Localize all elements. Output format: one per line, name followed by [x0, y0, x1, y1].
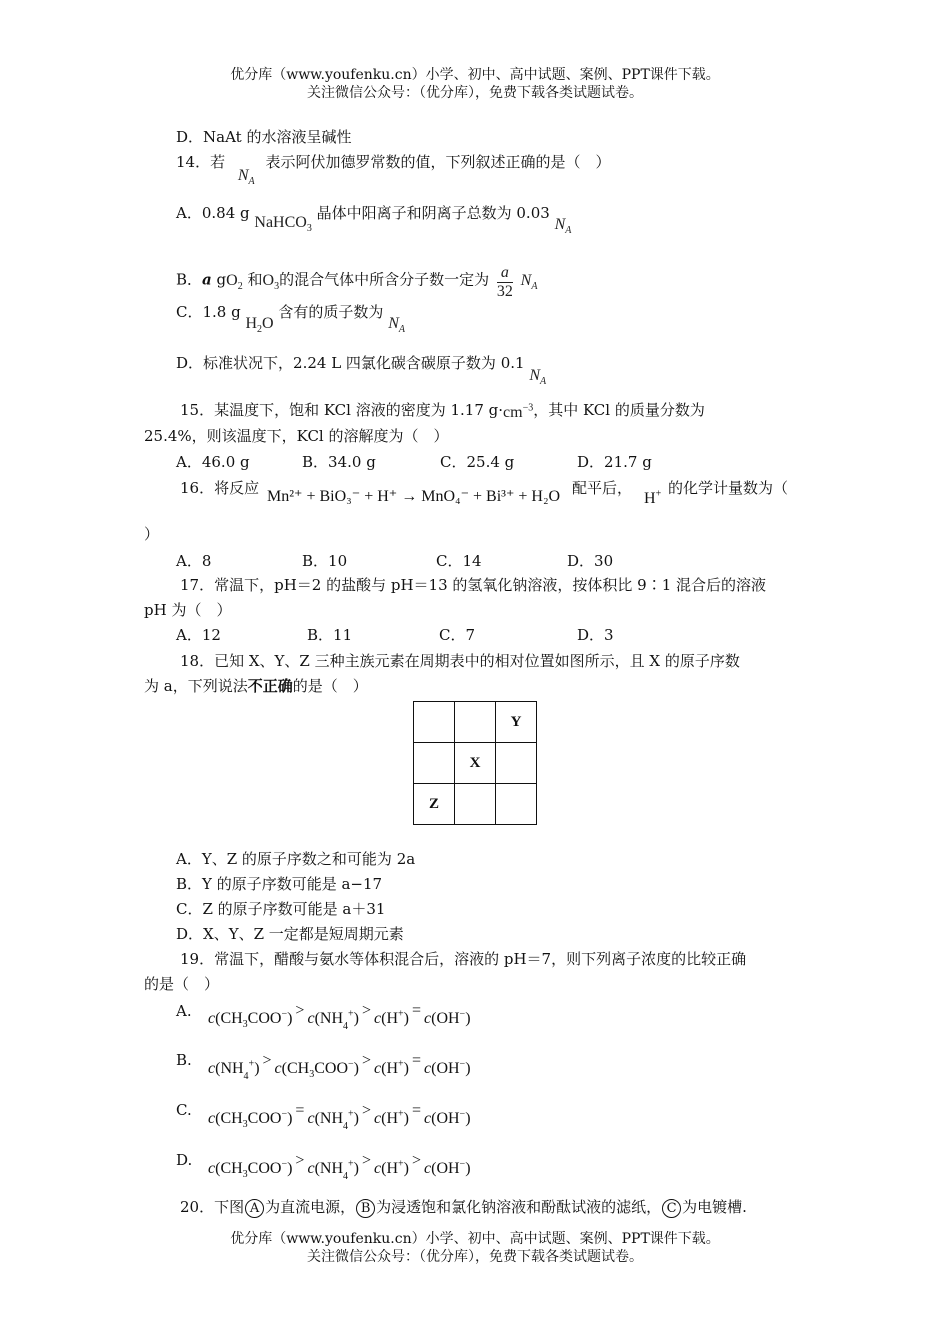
na-subscript: A [398, 324, 405, 336]
q20-text-3: 为电镀槽. [682, 1198, 747, 1216]
h-charge: + [655, 488, 662, 500]
h2o-formula [245, 315, 274, 336]
na-subscript: A [540, 376, 547, 388]
na-symbol [554, 216, 572, 237]
q15-option-c: C．25.4 g [440, 453, 515, 471]
q14-option-b-text: 的混合气体中所含分子数一定为 [279, 270, 490, 289]
q18-line-2 [144, 676, 368, 696]
q15-line-1-tail: ，其中 KCl 的质量分数为 [533, 401, 705, 419]
grid-row [414, 702, 537, 743]
h-text: H [245, 315, 258, 332]
grid-cell [455, 784, 496, 825]
nahco3-text: NaHCO [254, 214, 307, 231]
na-symbol [529, 367, 547, 388]
q16-reaction-equation: Mn²⁺ + BiO₃⁻ + H⁺ → MnO₄⁻ + Bi³⁺ + H₂O [267, 488, 561, 505]
grid-cell-y: Y [496, 702, 537, 743]
q17-line-2: pH 为（ ） [144, 601, 232, 619]
na-subscript: A [248, 176, 255, 188]
fraction-a-over-32 [497, 264, 513, 301]
q18-option-d: D．X、Y、Z 一定都是短周期元素 [176, 925, 404, 943]
q14-stem-text: 表示阿伏加德罗常数的值，下列叙述正确的是（ ） [265, 153, 611, 171]
page-footer-line-2: 关注微信公众号：（优分库），免费下载各类试题试卷。 [307, 1249, 643, 1265]
q15-option-d: D．21.7 g [577, 453, 652, 471]
q20-prefix: 20．下图 [180, 1198, 245, 1216]
q15-line-1-text: 15．某温度下，饱和 KCl 溶液的密度为 1.17 g· [180, 401, 504, 419]
circled-a-icon: A [245, 1199, 264, 1218]
q20-text-2: 为浸透饱和氯化钠溶液和酚酞试液的滤纸， [376, 1198, 662, 1216]
q15-line-1 [180, 400, 705, 421]
na-letter: N [520, 271, 532, 289]
cm-text: cm [503, 404, 523, 421]
q20-stem [180, 1197, 747, 1218]
q16-option-a: A．8 [176, 552, 212, 570]
page-footer-line-1: 优分库（www.youfenku.cn）小学、初中、高中试题、案例、PPT课件下载。 [230, 1231, 720, 1247]
periodic-position-grid [413, 701, 537, 825]
q14-option-a [176, 203, 572, 237]
fraction-numerator: a [497, 264, 513, 283]
grid-cell [496, 743, 537, 784]
q16-stem-mid: 配平后， [572, 479, 633, 497]
q14-option-a-text: 晶体中阳离子和阴离子总数为 0.03 [316, 204, 550, 222]
q19-option-b-expression: $c(NH_4^+) > c(CH_3COO^-) > c(H^+) = c(OH^-)$ [208, 1052, 471, 1083]
q17-line-1: 17．常温下，pH＝2 的盐酸与 pH＝13 的氢氧化钠溶液，按体积比 9∶1 混合后的溶液 [180, 576, 767, 594]
q14-option-b [176, 262, 537, 299]
q15-option-a: A．46.0 g [176, 453, 250, 471]
q19-line-1: 19．常温下，醋酸与氨水等体积混合后，溶液的 pH＝7，则下列离子浓度的比较正确 [180, 950, 747, 968]
q14-option-c-text: 含有的质子数为 [278, 303, 384, 321]
grid-cell [414, 702, 455, 743]
q18-option-c: C．Z 的原子序数可能是 a＋31 [176, 900, 386, 918]
o3-sub: 3 [274, 280, 280, 292]
page-header-line-2: 关注微信公众号：（优分库），免费下载各类试题试卷。 [307, 85, 643, 101]
grid-cell [414, 743, 455, 784]
grid-row [414, 743, 537, 784]
q17-option-c: C．7 [439, 626, 476, 644]
gram-unit: g [216, 270, 227, 289]
grid-cell [455, 702, 496, 743]
q18-line-1: 18．已知 X、Y、Z 三种主族元素在周期表中的相对位置如图所示，且 X 的原子序数 [180, 652, 740, 670]
q18-line-2-tail: 的是（ ） [292, 677, 368, 695]
na-letter: N [554, 216, 566, 233]
mass-variable-a: a [202, 270, 212, 289]
q14-na-symbol [237, 167, 255, 188]
q18-option-a: A．Y、Z 的原子序数之和可能为 2a [176, 850, 416, 868]
grid-cell [496, 784, 537, 825]
nahco3-formula [254, 214, 312, 235]
q13-option-d: D．NaAt 的水溶液呈碱性 [176, 128, 352, 146]
na-subscript: A [565, 225, 572, 237]
o-text: O [262, 315, 274, 332]
q19-line-2: 的是（ ） [144, 975, 220, 993]
na-letter: N [388, 315, 399, 332]
o3-text: O [262, 271, 275, 289]
q18-line-2-text: 为 a，下列说法 [144, 677, 248, 695]
and-text: 和 [247, 270, 263, 289]
cm-unit [503, 404, 533, 421]
q14-option-b-label: B． [176, 270, 203, 289]
q17-option-b: B．11 [307, 626, 353, 644]
q16-option-c: C．14 [436, 552, 482, 570]
grid-row [414, 784, 537, 825]
q17-option-d: D．3 [577, 626, 614, 644]
q16-stem-prefix: 16．将反应 [180, 479, 260, 497]
grid-cell-z: Z [414, 784, 455, 825]
na-symbol [520, 271, 538, 292]
h-ion [644, 490, 661, 508]
q15-option-b: B．34.0 g [302, 453, 376, 471]
q19-option-c-label: C. [176, 1101, 192, 1119]
q14-stem [176, 152, 611, 188]
circled-c-icon: C [662, 1199, 681, 1218]
circled-b-icon: B [356, 1199, 375, 1218]
q14-option-c-mass: C．1.8 g [176, 303, 241, 321]
o2-sub: 2 [237, 280, 243, 292]
na-subscript: A [531, 280, 538, 292]
q19-option-c-expression: $c(CH_3COO^-) = c(NH_4^+) > c(H^+) = c(OH^-)$ [208, 1102, 471, 1133]
q14-option-a-mass: A．0.84 g [176, 204, 250, 222]
o2-formula [226, 271, 243, 292]
na-letter: N [529, 367, 540, 384]
q20-text-1: 为直流电源， [265, 1198, 356, 1216]
grid-cell-x: X [455, 743, 496, 784]
q15-line-2: 25.4%，则该温度下，KCl 的溶解度为（ ） [144, 427, 449, 445]
q16-stem-tail: 的化学计量数为（ [668, 479, 789, 497]
na-letter: N [237, 167, 249, 184]
q14-option-c [176, 302, 405, 336]
q18-emphasis-not-correct: 不正确 [247, 677, 293, 695]
q17-option-a: A．12 [176, 626, 221, 644]
cm-exponent: −3 [522, 402, 534, 414]
q19-option-d-label: D. [176, 1151, 193, 1169]
q19-option-a-label: A. [176, 1002, 192, 1020]
q16-option-b: B．10 [302, 552, 348, 570]
o2-text: O [226, 271, 238, 289]
q18-option-b: B．Y 的原子序数可能是 a−17 [176, 875, 383, 893]
q14-option-d [176, 353, 547, 388]
fraction-denominator: 32 [496, 283, 513, 300]
h-sub: 2 [257, 324, 263, 336]
q19-option-d-expression: $c(CH_3COO^-) > c(NH_4^+) > c(H^+) > c(OH^-)$ [208, 1152, 471, 1183]
q19-option-a-expression: $c(CH_3COO^-) > c(NH_4^+) > c(H^+) = c(OH^-)$ [208, 1002, 471, 1033]
q16-option-d: D．30 [567, 552, 614, 570]
q19-option-b-label: B. [176, 1051, 192, 1069]
q14-stem-prefix: 14．若 [176, 153, 226, 171]
q14-option-d-text: D．标准状况下，2.24 L 四氯化碳含碳原子数为 0.1 [176, 354, 525, 372]
q16-stem-end: ） [144, 525, 160, 543]
nahco3-sub: 3 [306, 223, 312, 235]
page-header-line-1: 优分库（www.youfenku.cn）小学、初中、高中试题、案例、PPT课件下载。 [230, 67, 720, 83]
na-symbol [388, 315, 405, 336]
o3-formula [262, 271, 280, 292]
h-text: H [644, 490, 656, 507]
